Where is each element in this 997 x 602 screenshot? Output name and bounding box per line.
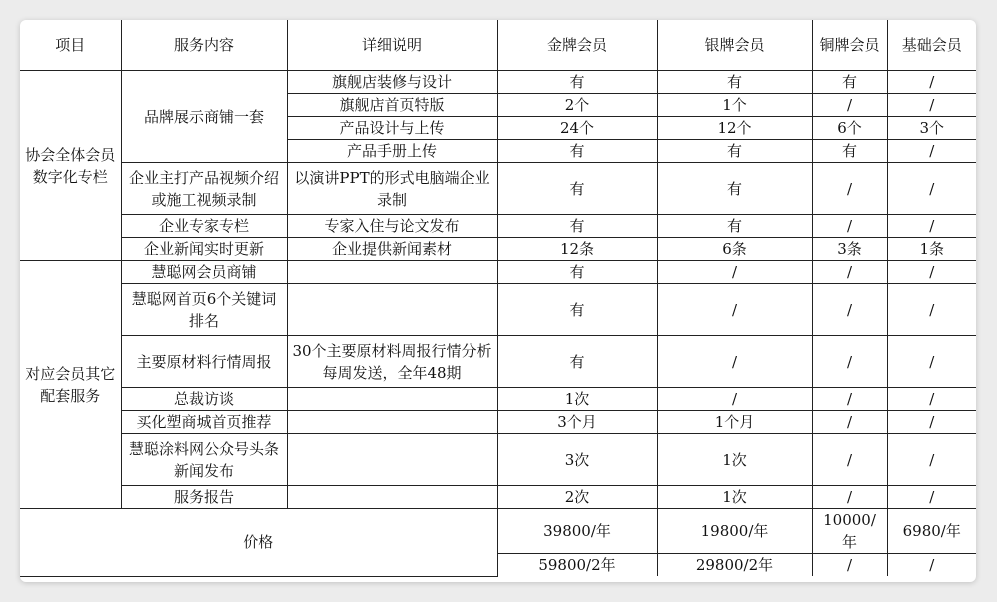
bronze-cell: / [812, 284, 887, 336]
group-label-other-services: 对应会员其它配套服务 [20, 261, 121, 509]
basic-cell: / [887, 284, 976, 336]
bronze-cell: / [812, 163, 887, 215]
table-row [20, 336, 976, 388]
col-header-item: 项目 [20, 20, 121, 71]
bronze-cell: / [812, 411, 887, 434]
gold-cell: 2次 [497, 486, 657, 509]
silver-cell: 有 [657, 215, 812, 238]
table-row [20, 411, 976, 434]
basic-cell: / [887, 486, 976, 509]
service-cell: 总裁访谈 [121, 388, 287, 411]
basic-price-annual: 6980/年 [887, 509, 976, 554]
table-row [20, 388, 976, 411]
gold-price-two-year: 59800/2年 [497, 554, 657, 577]
gold-cell: 有 [497, 140, 657, 163]
basic-cell: / [887, 215, 976, 238]
detail-cell: 产品手册上传 [287, 140, 497, 163]
bronze-cell: 6个 [812, 117, 887, 140]
silver-cell: 1个 [657, 94, 812, 117]
gold-cell: 2个 [497, 94, 657, 117]
detail-cell [287, 434, 497, 486]
service-cell: 企业新闻实时更新 [121, 238, 287, 261]
table-row [20, 238, 976, 261]
bronze-cell: 有 [812, 71, 887, 94]
price-label: 价格 [20, 509, 497, 577]
gold-cell: 有 [497, 261, 657, 284]
detail-cell: 旗舰店装修与设计 [287, 71, 497, 94]
basic-cell: / [887, 261, 976, 284]
service-cell: 企业主打产品视频介绍或施工视频录制 [121, 163, 287, 215]
gold-cell: 有 [497, 71, 657, 94]
bronze-price-two-year: / [812, 554, 887, 577]
membership-services-table [20, 20, 976, 577]
service-cell: 慧聪涂料网公众号头条新闻发布 [121, 434, 287, 486]
basic-price-two-year: / [887, 554, 976, 577]
silver-cell: / [657, 388, 812, 411]
col-header-gold: 金牌会员 [497, 20, 657, 71]
basic-cell: / [887, 388, 976, 411]
detail-cell: 企业提供新闻素材 [287, 238, 497, 261]
bronze-cell: 有 [812, 140, 887, 163]
basic-cell: / [887, 94, 976, 117]
service-cell: 企业专家专栏 [121, 215, 287, 238]
gold-cell: 12条 [497, 238, 657, 261]
gold-cell: 有 [497, 215, 657, 238]
detail-cell: 以演讲PPT的形式电脑端企业录制 [287, 163, 497, 215]
table-row [20, 261, 976, 284]
basic-cell: / [887, 336, 976, 388]
bronze-cell: / [812, 388, 887, 411]
basic-cell: / [887, 411, 976, 434]
silver-cell: 有 [657, 140, 812, 163]
header-row [20, 20, 976, 71]
silver-cell: 1次 [657, 434, 812, 486]
service-cell: 服务报告 [121, 486, 287, 509]
price-row-annual [20, 509, 976, 554]
gold-cell: 3次 [497, 434, 657, 486]
gold-cell: 有 [497, 336, 657, 388]
col-header-basic: 基础会员 [887, 20, 976, 71]
silver-cell: 6条 [657, 238, 812, 261]
gold-cell: 1次 [497, 388, 657, 411]
service-brand-shop: 品牌展示商铺一套 [121, 71, 287, 163]
detail-cell: 30个主要原材料周报行情分析每周发送，全年48期 [287, 336, 497, 388]
service-cell: 慧聪网首页6个关键词排名 [121, 284, 287, 336]
bronze-cell: / [812, 336, 887, 388]
bronze-price-annual: 10000/年 [812, 509, 887, 554]
col-header-detail: 详细说明 [287, 20, 497, 71]
table-row [20, 434, 976, 486]
service-cell: 主要原材料行情周报 [121, 336, 287, 388]
bronze-cell: 3条 [812, 238, 887, 261]
gold-cell: 3个月 [497, 411, 657, 434]
basic-cell: / [887, 434, 976, 486]
bronze-cell: / [812, 94, 887, 117]
detail-cell [287, 261, 497, 284]
table-row [20, 486, 976, 509]
table-row [20, 71, 976, 94]
group-label-digital-column: 协会全体会员数字化专栏 [20, 71, 121, 261]
silver-cell: 12个 [657, 117, 812, 140]
col-header-silver: 银牌会员 [657, 20, 812, 71]
gold-cell: 有 [497, 163, 657, 215]
bronze-cell: / [812, 434, 887, 486]
membership-table-card [20, 20, 976, 582]
table-row [20, 163, 976, 215]
silver-cell: / [657, 284, 812, 336]
col-header-service: 服务内容 [121, 20, 287, 71]
silver-cell: 有 [657, 71, 812, 94]
detail-cell: 专家入住与论文发布 [287, 215, 497, 238]
detail-cell: 产品设计与上传 [287, 117, 497, 140]
basic-cell: / [887, 71, 976, 94]
basic-cell: 3个 [887, 117, 976, 140]
silver-cell: / [657, 336, 812, 388]
silver-price-annual: 19800/年 [657, 509, 812, 554]
basic-cell: / [887, 140, 976, 163]
service-cell: 买化塑商城首页推荐 [121, 411, 287, 434]
service-cell: 慧聪网会员商铺 [121, 261, 287, 284]
gold-price-annual: 39800/年 [497, 509, 657, 554]
bronze-cell: / [812, 261, 887, 284]
gold-cell: 有 [497, 284, 657, 336]
detail-cell: 旗舰店首页特版 [287, 94, 497, 117]
detail-cell [287, 284, 497, 336]
silver-cell: / [657, 261, 812, 284]
silver-price-two-year: 29800/2年 [657, 554, 812, 577]
silver-cell: 有 [657, 163, 812, 215]
gold-cell: 24个 [497, 117, 657, 140]
table-row [20, 215, 976, 238]
detail-cell [287, 486, 497, 509]
detail-cell [287, 411, 497, 434]
bronze-cell: / [812, 486, 887, 509]
basic-cell: / [887, 163, 976, 215]
table-row [20, 284, 976, 336]
basic-cell: 1条 [887, 238, 976, 261]
detail-cell [287, 388, 497, 411]
bronze-cell: / [812, 215, 887, 238]
silver-cell: 1个月 [657, 411, 812, 434]
col-header-bronze: 铜牌会员 [812, 20, 887, 71]
silver-cell: 1次 [657, 486, 812, 509]
